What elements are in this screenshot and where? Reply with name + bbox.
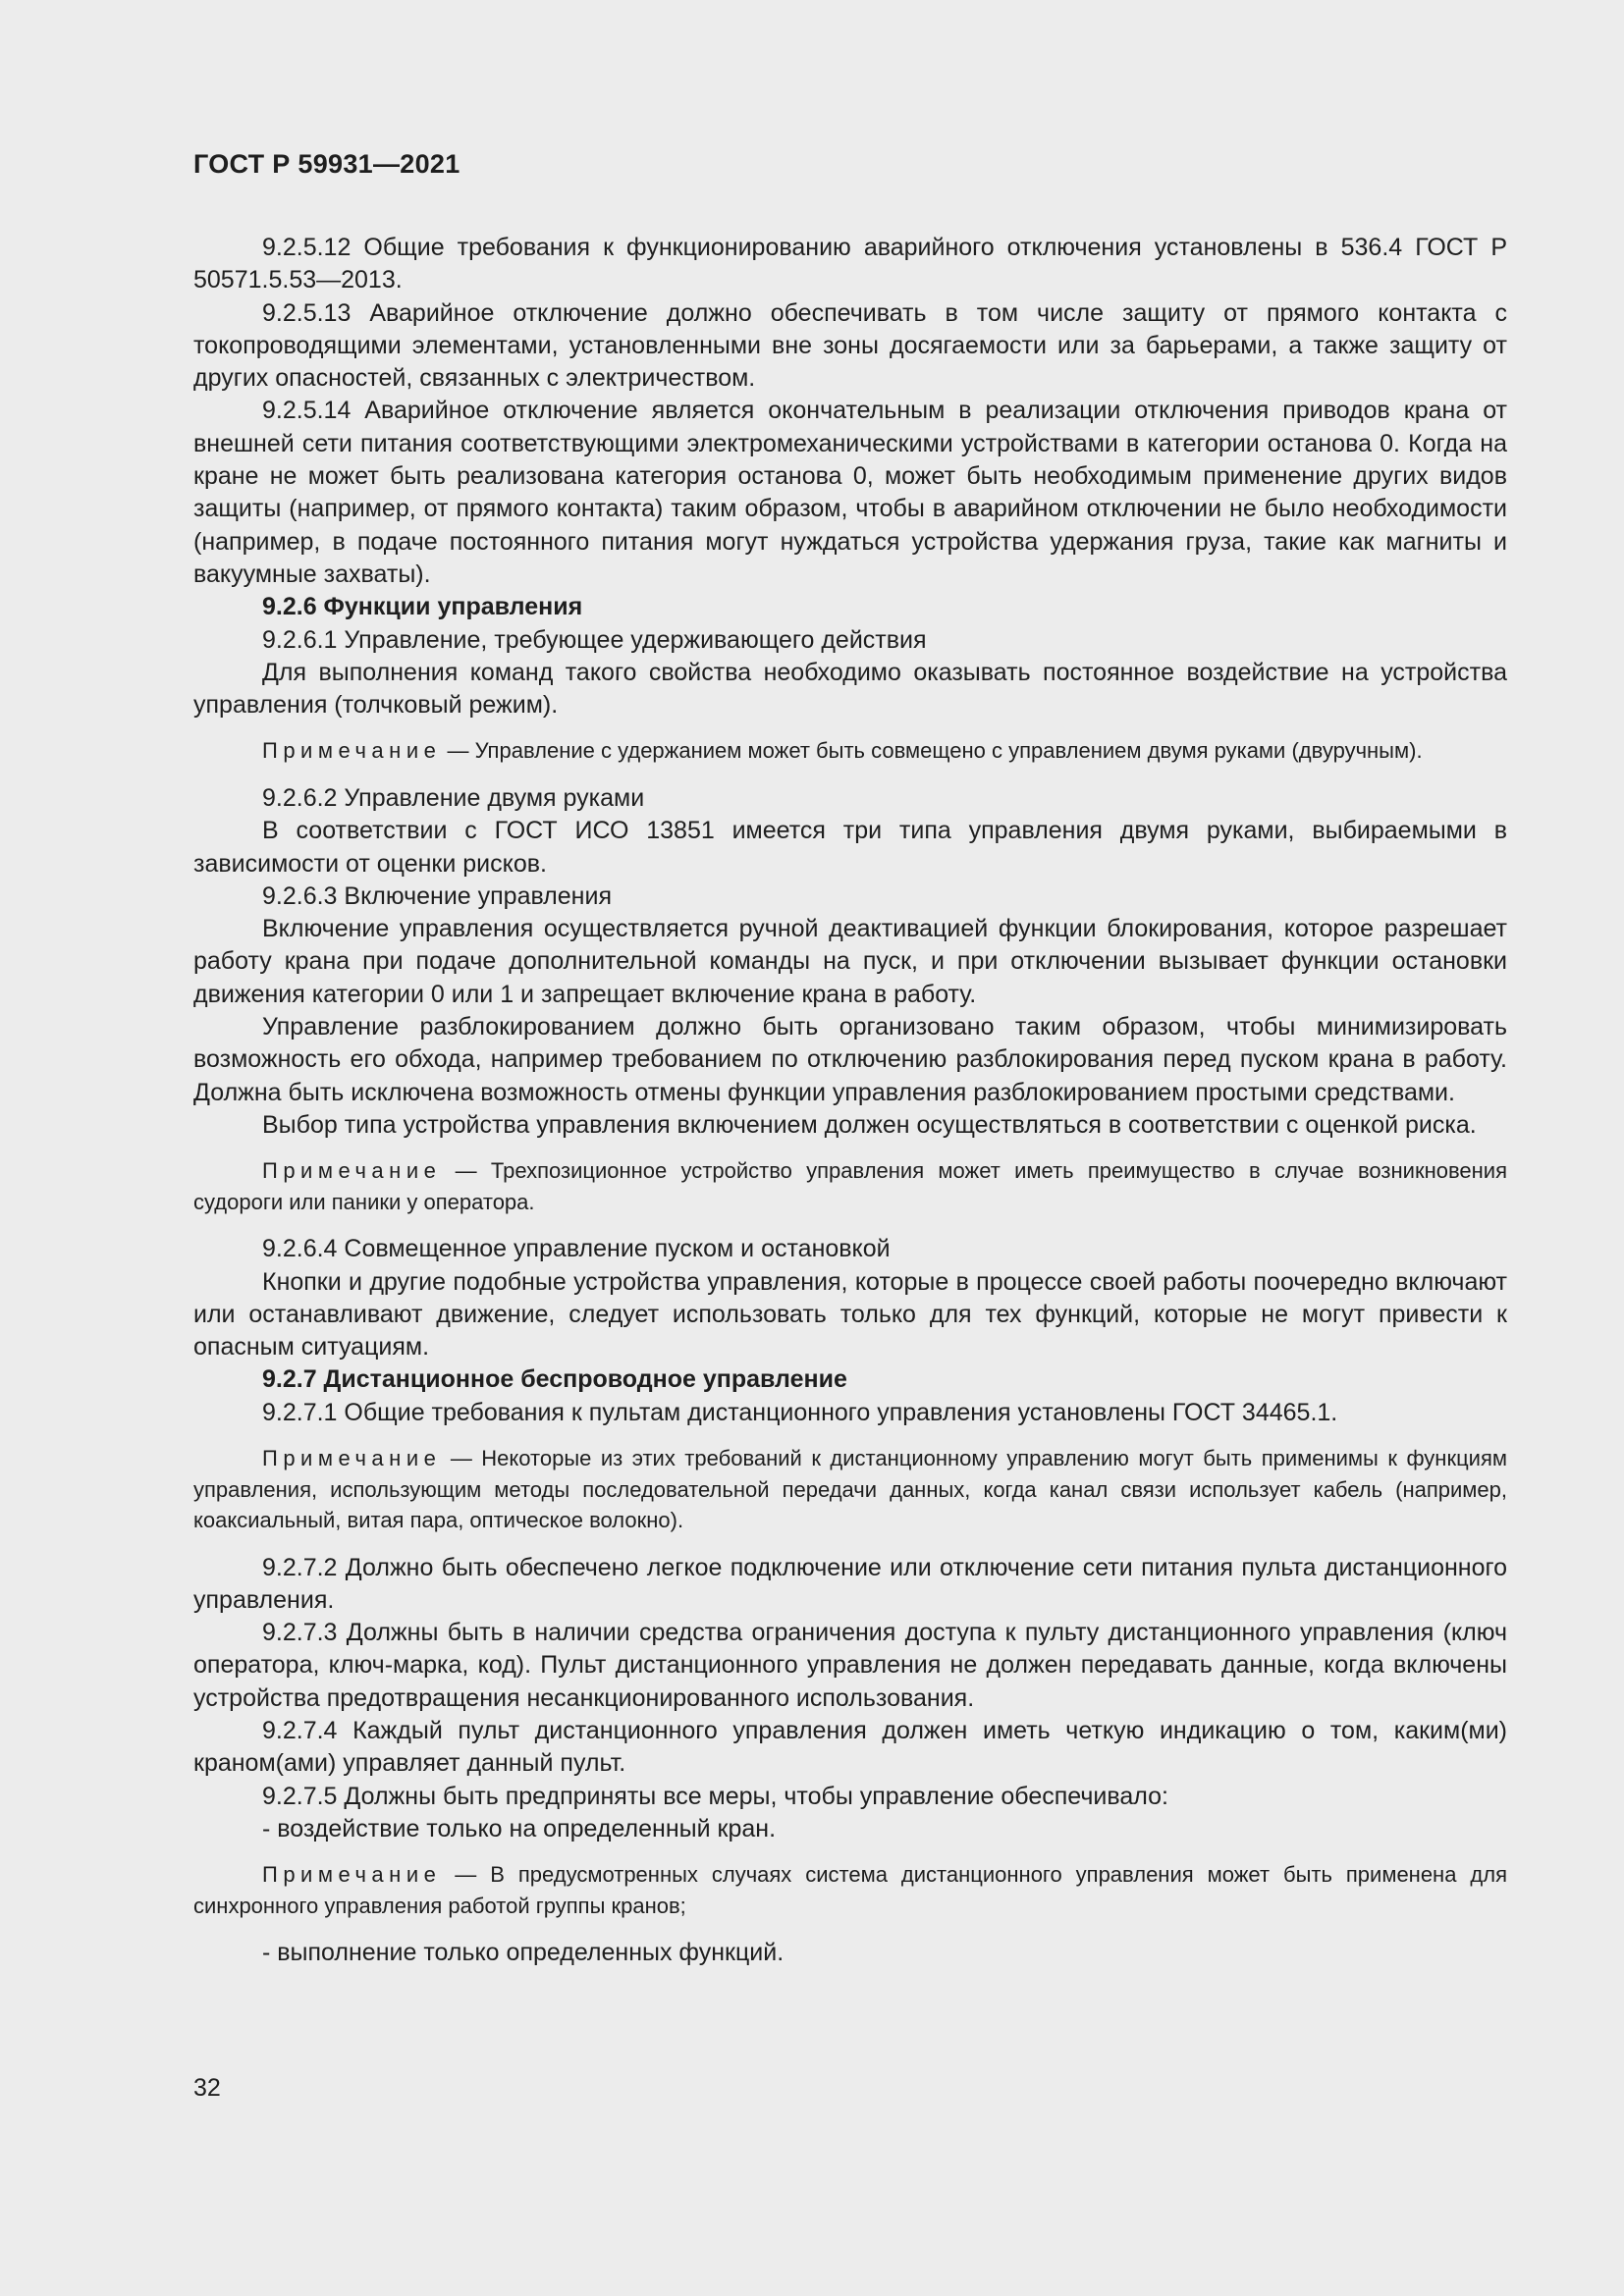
body-paragraph: 9.2.7.4 Каждый пульт дистанционного управления должен иметь четкую индикацию о том, каким(ми) краном(ами) управляет данный пульт. [193, 1716, 1507, 1778]
note-paragraph [193, 1443, 1507, 1536]
note-label: Примечание [262, 1862, 442, 1888]
body-paragraph: Управление разблокированием должно быть организовано таким образом, чтобы минимизировать возможность его обхода, например требованием по отключению разблокирования перед пуском крана в работу. Должна быть исключена возможность отмены функции управления разблокированием простыми средствами. [193, 1013, 1507, 1106]
note-text: — Управление с удержанием может быть совмещено с управлением двумя руками (двуручным). [441, 738, 1423, 764]
note-text: — Некоторые из этих требований к дистанционному управлению могут быть применимы к функциям управления, использующим методы последовательной передачи данных, когда канал связи использует кабель (например, коаксиальный, витая пара, оптическое волокно). [193, 1446, 1507, 1532]
body-paragraph: Включение управления осуществляется ручной деактивацией функции блокирования, которое разрешает работу крана при подаче дополнительной команды на пуск, и при отключении вызывает функции остановки движения категории 0 или 1 и запрещает включение крана в работу. [193, 915, 1507, 1008]
body-paragraph: 9.2.7.2 Должно быть обеспечено легкое подключение или отключение сети питания пульта дистанционного управления. [193, 1553, 1507, 1614]
body-paragraph: 9.2.5.12 Общие требования к функционированию аварийного отключения установлены в 536.4 ГОСТ Р 50571.5.53—2013. [193, 234, 1507, 294]
note-paragraph [193, 1859, 1507, 1921]
body-paragraph: 9.2.6.3 Включение управления [262, 881, 612, 910]
body-paragraph: В соответствии с ГОСТ ИСО 13851 имеется три типа управления двумя руками, выбираемыми в зависимости от оценки рисков. [193, 817, 1507, 878]
page-number: 32 [193, 2074, 221, 2102]
note-paragraph [193, 1155, 1507, 1217]
body-paragraph: 9.2.7.5 Должны быть предприняты все меры, чтобы управление обеспечивало: [262, 1782, 1168, 1810]
body-paragraph: Для выполнения команд такого свойства необходимо оказывать постоянное воздействие на устройства управления (толчковый режим). [193, 658, 1507, 720]
note-label: Примечание [262, 1158, 442, 1184]
body-paragraph: 9.2.6.1 Управление, требующее удерживающего действия [262, 625, 927, 654]
note-label: Примечание [262, 1446, 442, 1470]
document-header: ГОСТ Р 59931—2021 [193, 149, 460, 179]
note-text: — Трехпозиционное устройство управления может иметь преимущество в случае возникновения судороги или паники у оператора. [193, 1158, 1507, 1214]
body-paragraph: 9.2.7.1 Общие требования к пультам дистанционного управления установлены ГОСТ 34465.1. [262, 1398, 1338, 1426]
section-heading: 9.2.6 Функции управления [262, 593, 583, 621]
body-paragraph: - выполнение только определенных функций. [262, 1939, 785, 1967]
body-paragraph: 9.2.6.2 Управление двумя руками [262, 783, 645, 812]
section-heading: 9.2.7 Дистанционное беспроводное управление [262, 1365, 847, 1394]
body-paragraph: 9.2.7.3 Должны быть в наличии средства ограничения доступа к пульту дистанционного управления (ключ оператора, ключ-марка, код). Пульт дистанционного управления не должен передавать данные, когда включены устройства предотвращения несанкционированного использования. [193, 1619, 1507, 1712]
body-paragraph: Выбор типа устройства управления включением должен осуществляться в соответствии с оценкой риска. [262, 1110, 1477, 1139]
note-paragraph [193, 735, 1507, 767]
note-text: — В предусмотренных случаях система дистанционного управления может быть применена для синхронного управления работой группы кранов; [193, 1862, 1507, 1918]
document-body [193, 232, 1507, 1969]
body-paragraph: Кнопки и другие подобные устройства управления, которые в процессе своей работы поочередно включают или останавливают движение, следует использовать только для тех функций, которые не могут привести к опасным ситуациям. [193, 1267, 1507, 1362]
note-label: Примечание [262, 738, 442, 764]
body-paragraph: - воздействие только на определенный кран. [262, 1814, 777, 1842]
body-paragraph: 9.2.6.4 Совмещенное управление пуском и остановкой [262, 1235, 891, 1263]
body-paragraph: 9.2.5.14 Аварийное отключение является окончательным в реализации отключения приводов крана от внешней сети питания соответствующими электромеханическими устройствами в категории останова 0. Когда на кране не может быть реализована категория останова 0, может быть необходимым применение других видов защиты (например, от прямого контакта) таким образом, чтобы в аварийном отключении не было необходимости (например, в подаче постоянного питания могут нуждаться устройства удержания груза, такие как магниты и вакуумные захваты). [193, 397, 1507, 588]
body-paragraph: 9.2.5.13 Аварийное отключение должно обеспечивать в том числе защиту от прямого контакта с токопроводящими элементами, установленными вне зоны досягаемости или за барьерами, а также защиту от других опасностей, связанных с электричеством. [193, 298, 1507, 393]
document-page [193, 147, 1507, 1969]
